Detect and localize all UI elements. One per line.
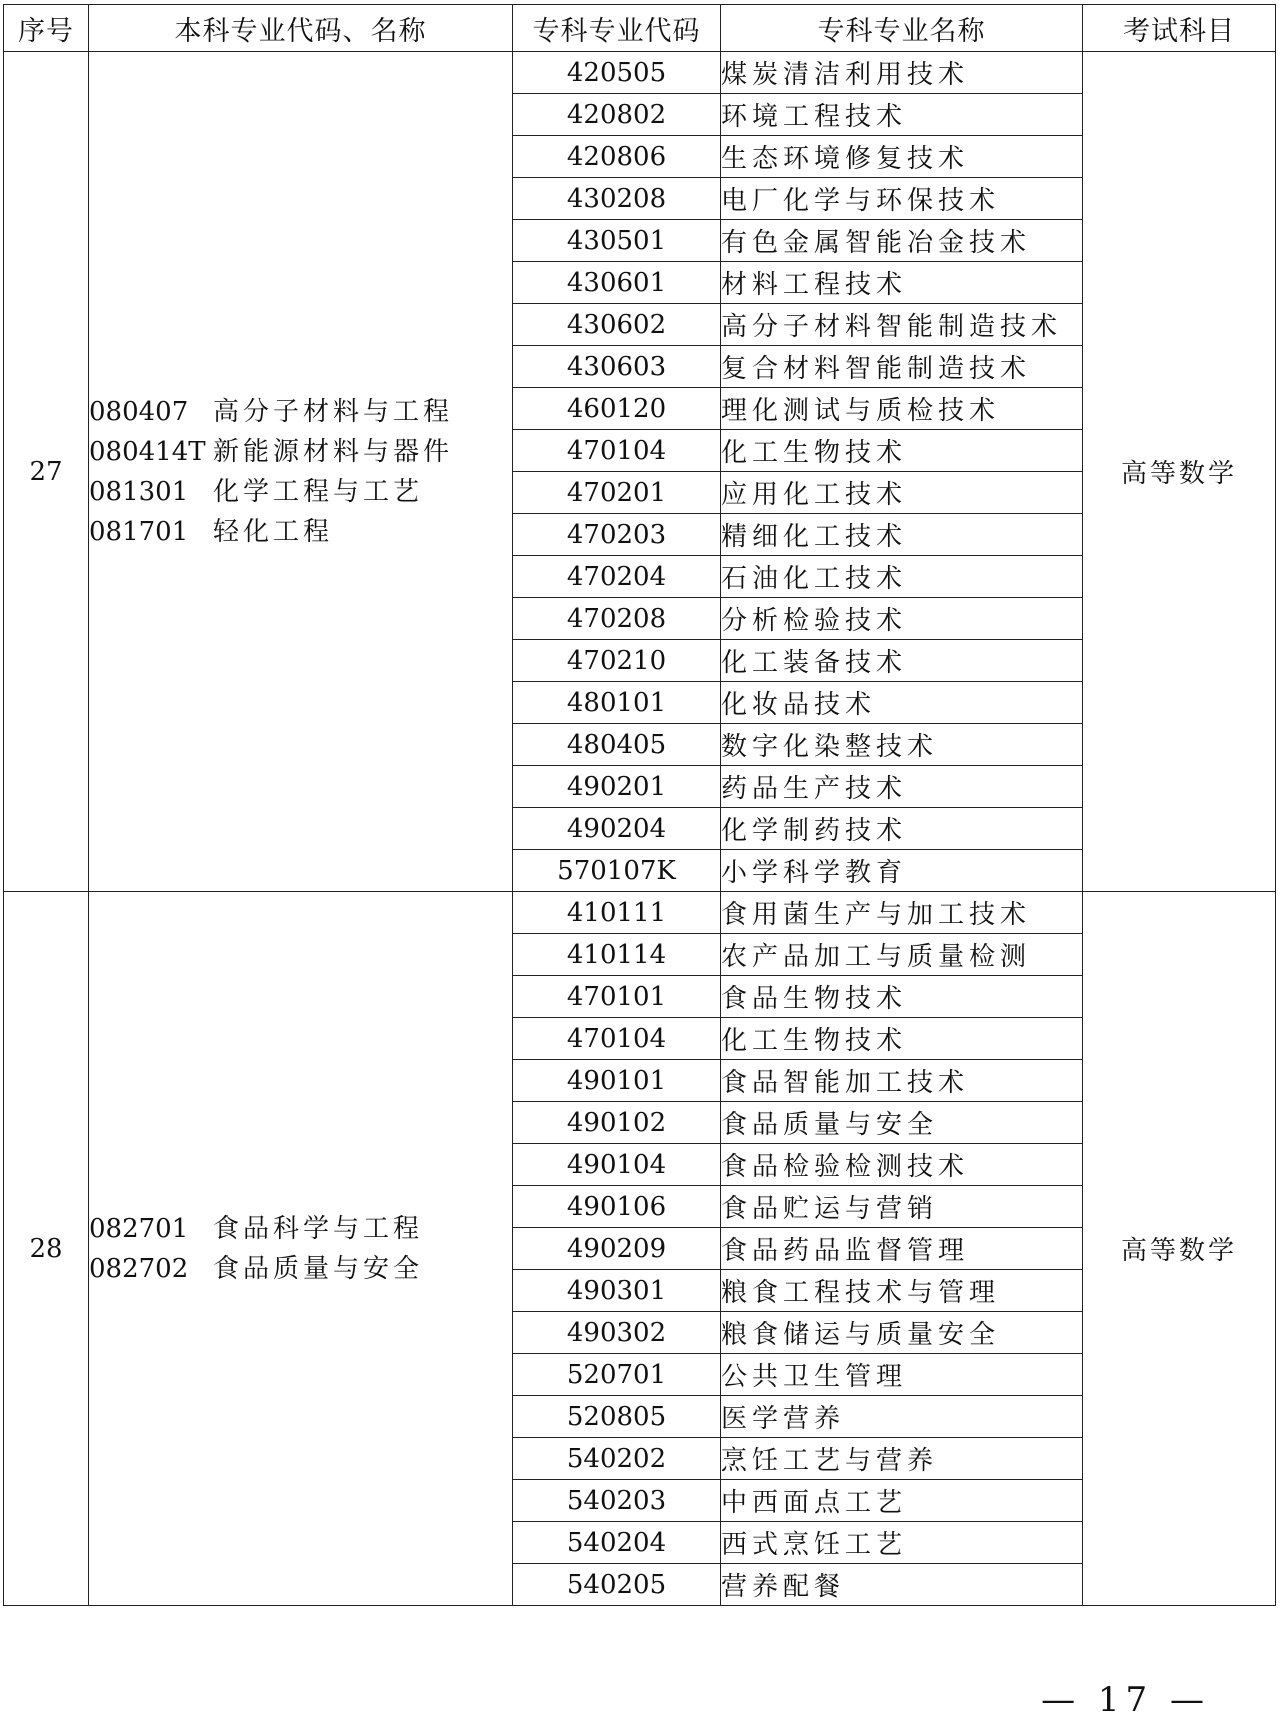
table-row [4,892,1276,934]
group-seq: 28 [4,892,89,1606]
vocational-major-name: 化学制药技术 [721,808,1083,850]
table-header [4,5,1276,52]
vocational-major-code: 430603 [513,346,721,388]
vocational-major-name: 应用化工技术 [721,472,1083,514]
bachelor-major-code: 082702 [89,1253,189,1284]
vocational-major-name: 粮食工程技术与管理 [721,1270,1083,1312]
vocational-major-code: 490301 [513,1270,721,1312]
vocational-major-code: 430501 [513,220,721,262]
vocational-major-code: 470208 [513,598,721,640]
vocational-major-name: 食品药品监督管理 [721,1228,1083,1270]
vocational-major-code: 470104 [513,1018,721,1060]
vocational-major-code: 490201 [513,766,721,808]
vocational-major-name: 西式烹饪工艺 [721,1522,1083,1564]
vocational-major-name: 食品检验检测技术 [721,1144,1083,1186]
bachelor-major-item [89,1249,512,1289]
vocational-major-name: 食品智能加工技术 [721,1060,1083,1102]
vocational-major-name: 粮食储运与质量安全 [721,1312,1083,1354]
vocational-major-name: 营养配餐 [721,1564,1083,1606]
vocational-major-code: 570107K [513,850,721,892]
bachelor-major-item [89,392,512,432]
bachelor-major-name: 高分子材料与工程 [213,396,454,427]
vocational-major-name: 有色金属智能冶金技术 [721,220,1083,262]
bachelor-major-code: 081701 [89,516,189,547]
table-body [4,52,1276,1606]
vocational-major-name: 高分子材料智能制造技术 [721,304,1083,346]
vocational-major-name: 化工生物技术 [721,430,1083,472]
bachelor-majors [89,892,513,1606]
bachelor-major-name: 化学工程与工艺 [213,476,424,507]
bachelor-major-name: 新能源材料与器件 [213,436,454,467]
page-number: — 17 — [1041,1680,1210,1720]
vocational-major-name: 烹饪工艺与营养 [721,1438,1083,1480]
vocational-major-name: 石油化工技术 [721,556,1083,598]
group-seq: 27 [4,52,89,892]
vocational-major-code: 490302 [513,1312,721,1354]
vocational-major-code: 470210 [513,640,721,682]
vocational-major-name: 化妆品技术 [721,682,1083,724]
vocational-major-code: 490101 [513,1060,721,1102]
bachelor-major-code: 081301 [89,476,189,507]
vocational-major-name: 化工生物技术 [721,1018,1083,1060]
vocational-major-name: 食品生物技术 [721,976,1083,1018]
vocational-major-code: 430602 [513,304,721,346]
vocational-major-code: 490204 [513,808,721,850]
vocational-major-code: 470203 [513,514,721,556]
vocational-major-code: 490104 [513,1144,721,1186]
vocational-major-name: 电厂化学与环保技术 [721,178,1083,220]
vocational-major-code: 420806 [513,136,721,178]
vocational-major-name: 食品质量与安全 [721,1102,1083,1144]
vocational-major-name: 理化测试与质检技术 [721,388,1083,430]
bachelor-major-code: 080407 [89,396,189,427]
vocational-major-name: 复合材料智能制造技术 [721,346,1083,388]
vocational-major-code: 470104 [513,430,721,472]
bachelor-major-name: 食品质量与安全 [213,1253,424,1284]
vocational-major-code: 540204 [513,1522,721,1564]
vocational-major-code: 540202 [513,1438,721,1480]
major-mapping-table [3,4,1276,1606]
vocational-major-name: 食品贮运与营销 [721,1186,1083,1228]
bachelor-major-item [89,432,512,472]
bachelor-majors [89,52,513,892]
vocational-major-name: 生态环境修复技术 [721,136,1083,178]
vocational-major-name: 材料工程技术 [721,262,1083,304]
header-row [4,5,1276,52]
vocational-major-name: 食用菌生产与加工技术 [721,892,1083,934]
header-bachelor: 本科专业代码、名称 [89,5,513,52]
vocational-major-name: 中西面点工艺 [721,1480,1083,1522]
vocational-major-name: 医学营养 [721,1396,1083,1438]
vocational-major-code: 490209 [513,1228,721,1270]
bachelor-major-item [89,472,512,512]
vocational-major-code: 460120 [513,388,721,430]
vocational-major-name: 环境工程技术 [721,94,1083,136]
vocational-major-name: 精细化工技术 [721,514,1083,556]
vocational-major-code: 480101 [513,682,721,724]
vocational-major-code: 470201 [513,472,721,514]
vocational-major-code: 470204 [513,556,721,598]
bachelor-major-name: 食品科学与工程 [213,1213,424,1244]
vocational-major-code: 410114 [513,934,721,976]
vocational-major-name: 农产品加工与质量检测 [721,934,1083,976]
vocational-major-name: 公共卫生管理 [721,1354,1083,1396]
vocational-major-code: 410111 [513,892,721,934]
bachelor-major-item [89,1209,512,1249]
vocational-major-name: 数字化染整技术 [721,724,1083,766]
vocational-major-code: 520701 [513,1354,721,1396]
vocational-major-name: 小学科学教育 [721,850,1083,892]
vocational-major-code: 430208 [513,178,721,220]
vocational-major-code: 520805 [513,1396,721,1438]
vocational-major-name: 化工装备技术 [721,640,1083,682]
bachelor-major-item [89,512,512,552]
bachelor-major-name: 轻化工程 [213,516,334,547]
vocational-major-code: 430601 [513,262,721,304]
vocational-major-code: 540203 [513,1480,721,1522]
vocational-major-name: 分析检验技术 [721,598,1083,640]
header-subject: 考试科目 [1083,5,1276,52]
exam-subject: 高等数学 [1083,892,1276,1606]
header-seq: 序号 [4,5,89,52]
vocational-major-code: 420505 [513,52,721,94]
vocational-major-code: 420802 [513,94,721,136]
vocational-major-code: 490102 [513,1102,721,1144]
vocational-major-code: 540205 [513,1564,721,1606]
header-name: 专科专业名称 [721,5,1083,52]
header-code: 专科专业代码 [513,5,721,52]
vocational-major-code: 480405 [513,724,721,766]
vocational-major-code: 490106 [513,1186,721,1228]
bachelor-major-code: 082701 [89,1213,189,1244]
vocational-major-name: 煤炭清洁利用技术 [721,52,1083,94]
vocational-major-code: 470101 [513,976,721,1018]
vocational-major-name: 药品生产技术 [721,766,1083,808]
exam-subject: 高等数学 [1083,52,1276,892]
table-row [4,52,1276,94]
bachelor-major-code: 080414T [89,436,206,467]
